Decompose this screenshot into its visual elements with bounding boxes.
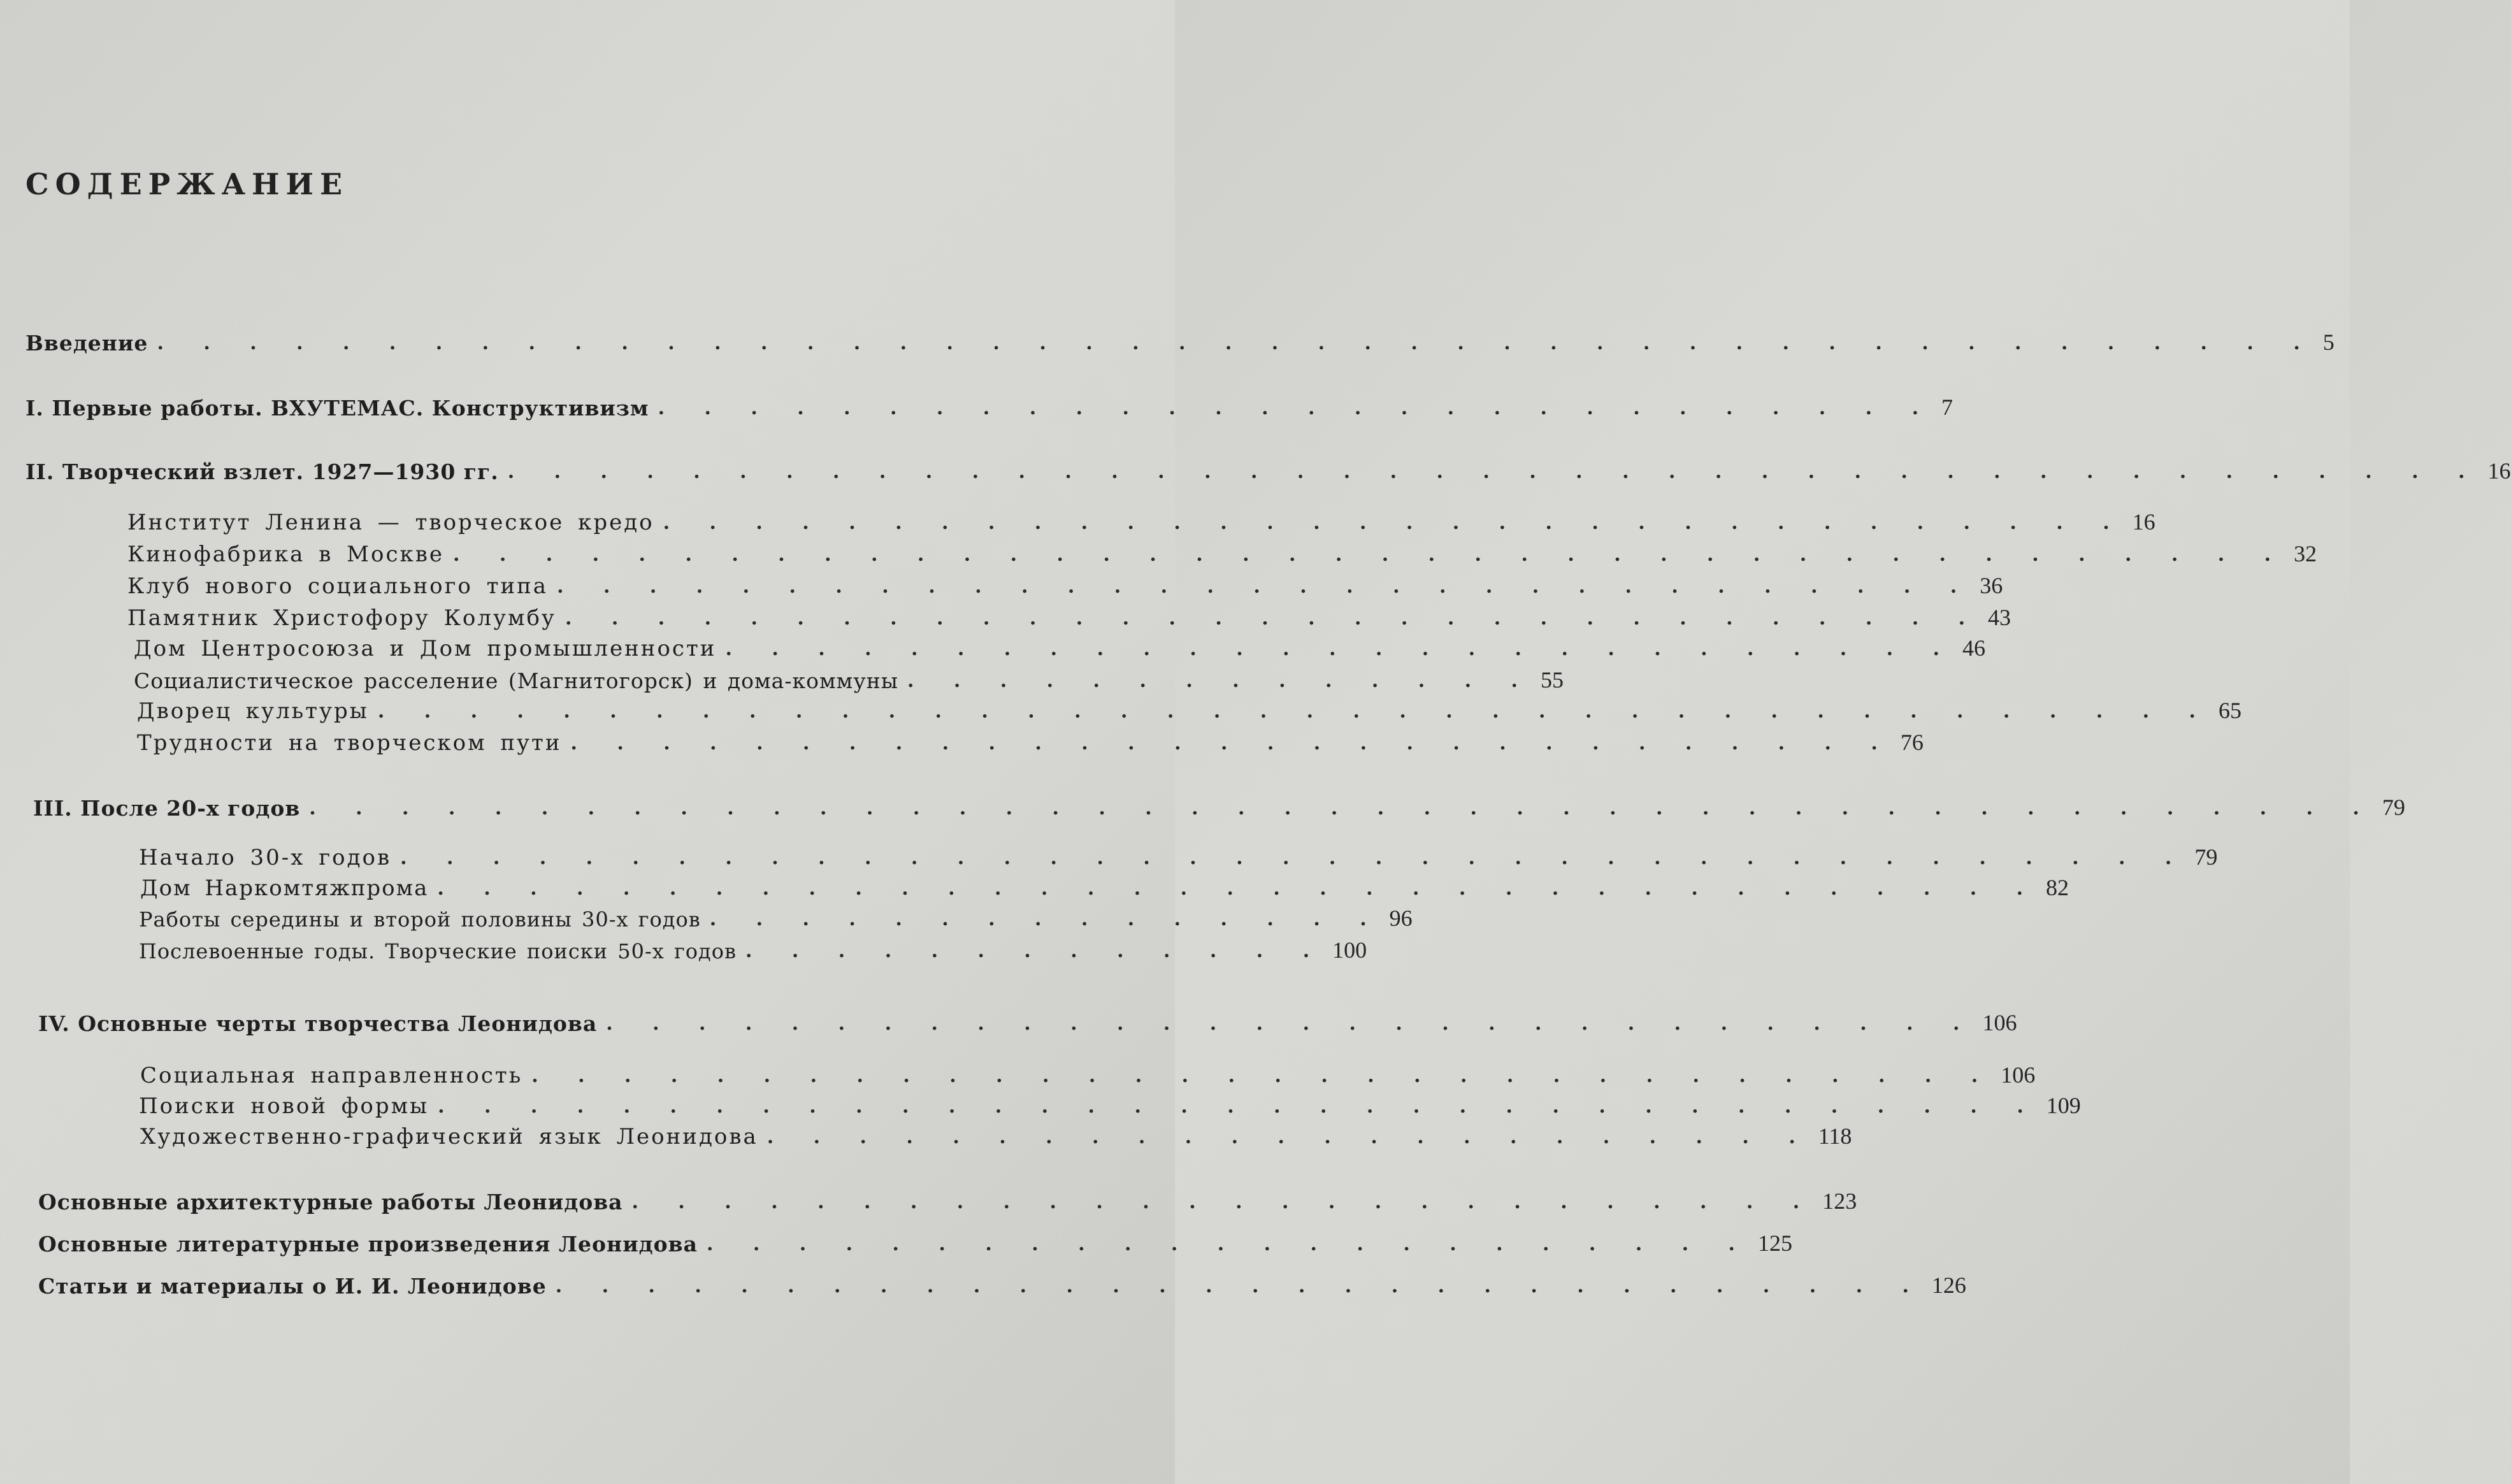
toc-entry-title: Статьи и материалы о И. И. Леонидове: [38, 1274, 547, 1299]
toc-entry-page: 32: [2294, 541, 2317, 566]
dot-leader: . . . . . . . . . . . . . . . . . . . . . . . . . . . . . . . . . . . . . . . . . . . . . . .: [157, 332, 2317, 354]
toc-subentry: [140, 870, 2069, 901]
toc-entry-page: 7: [1941, 394, 1953, 420]
dot-leader: . . . . . . . . . . . . . . . . . . . . . . . . . . . . . . . .: [531, 1065, 1995, 1087]
dot-leader: . . . . . . . . . . . . . . .: [709, 908, 1383, 930]
dot-leader: . . . . . . . . . . . . . . . . . . . . . . .: [706, 1233, 1752, 1255]
dot-leader: . . . . . . . . . . . . . . . . . . . . . . . . . . . . . . . .: [663, 512, 2126, 534]
dot-leader: . . . . . . . . . . . . . . . . . . . . . . . . . . . . . . . . . . . . . . . .: [453, 544, 2288, 566]
toc-subentry: [137, 725, 1924, 756]
toc-entry-page: 96: [1389, 905, 1413, 931]
dot-leader: . . . . . . . . . . . . . . . . . . . . . . . . . . . . . . . . . . . . . . . . . . .: [507, 461, 2482, 483]
dot-leader: . . . . . . . . . . . . . . . . . . . . . . . . . . . . . .: [555, 1275, 1925, 1297]
toc-entry: [25, 454, 2511, 484]
toc-entry-title: Работы середины и второй половины 30-х годов: [139, 907, 701, 932]
dot-leader: . . . . . . . . . . . . . . . . . . . . . . . . . . . . . . . . . . .: [437, 877, 2040, 900]
toc-entry: [38, 1268, 1966, 1299]
toc-entry-page: 65: [2218, 698, 2241, 723]
toc-entry-title: Кинофабрика в Москве: [127, 542, 444, 567]
toc-entry-page: 76: [1900, 730, 1924, 755]
toc-entry-page: 5: [2322, 329, 2335, 355]
toc-entry-page: 125: [1757, 1230, 1792, 1256]
toc-entry-page: 106: [2001, 1062, 2036, 1088]
dot-leader: . . . . . . . . . . . . . . . . . . . . . . . . . . . . . . .: [565, 607, 1982, 630]
toc-subentry: [127, 568, 2003, 599]
dot-leader: . . . . . . . . . . . . . . . . . . . . . . . . . . . . . .: [606, 1012, 1976, 1035]
toc-entry: [38, 1226, 1792, 1257]
toc-entry: [38, 1184, 1857, 1214]
toc-entry-page: 16: [2132, 509, 2155, 535]
dot-leader: . . . . . . . . . . . . . . . . . . . . . . . . . . . . .: [570, 732, 1894, 754]
toc-entry-title: Дом Центросоюза и Дом промышленности: [134, 636, 717, 661]
toc-entry-title: Послевоенные годы. Творческие поиски 50-х годов: [139, 939, 737, 963]
dot-leader: . . . . . . . . . . . . . . . . . . . . . . . . . . . . . . . . . . .: [438, 1095, 2040, 1118]
toc-entry-title: Основные архитектурные работы Леонидова: [38, 1190, 623, 1214]
dot-leader: . . . . . . . . . . . . . .: [907, 670, 1534, 692]
toc-subentry: [134, 663, 1564, 693]
toc-subentry: [139, 901, 1413, 932]
toc-subentry: [127, 600, 2011, 631]
toc-entry-title: Художественно-графический язык Леонидова: [140, 1124, 758, 1149]
toc-entry-title: I. Первые работы. ВХУТЕМАС. Конструктивизм: [25, 396, 649, 421]
page-title: СОДЕРЖАНИЕ: [25, 167, 349, 201]
toc-entry-title: Основные литературные произведения Леонидова: [38, 1232, 698, 1257]
toc-entry-page: 43: [1988, 605, 2011, 630]
toc-entry-page: 82: [2046, 875, 2069, 900]
toc-entry-page: 123: [1822, 1188, 1857, 1214]
toc-entry-title: Социалистическое расселение (Магнитогорск) и дома-коммуны: [134, 668, 898, 693]
toc-entry-page: 79: [2194, 844, 2218, 870]
toc-entry-title: II. Творческий взлет. 1927—1930 гг.: [25, 459, 499, 484]
toc-entry-title: Введение: [25, 331, 148, 356]
toc-entry: [25, 390, 1953, 421]
toc-entry-page: 16: [2487, 458, 2511, 484]
toc-entry-page: 126: [1931, 1272, 1966, 1298]
toc-entry: [38, 1005, 2017, 1036]
toc-entry-page: 106: [1982, 1010, 2017, 1035]
toc-entry-title: Памятник Христофору Колумбу: [127, 605, 556, 631]
dot-leader: . . . . . . . . . . . . . . . . . . . . . . . . . . . . . . . . . . . . . . .: [400, 847, 2189, 869]
toc-entry-page: 118: [1818, 1123, 1852, 1149]
toc-subentry: [127, 537, 2317, 567]
toc-subentry: [140, 1058, 2036, 1088]
toc-entry-title: III. После 20-х годов: [33, 796, 301, 821]
toc-entry-page: 55: [1541, 667, 1564, 693]
toc-entry-page: 46: [1962, 635, 1986, 661]
toc-subentry: [137, 693, 2241, 724]
toc-entry-title: Начало 30-х годов: [139, 845, 392, 870]
dot-leader: . . . . . . . . . . . . . . . . . . . . . . . . . . . . . . . . . . . . . . . . . . . . .: [309, 797, 2376, 819]
toc-subentry: [139, 840, 2218, 870]
toc-entry-title: Дом Наркомтяжпрома: [140, 875, 429, 901]
toc-entry-title: Институт Ленина — творческое кредо: [127, 510, 654, 535]
toc-entry-title: Клуб нового социального типа: [127, 573, 549, 599]
toc-entry-page: 100: [1332, 937, 1367, 963]
dot-leader: . . . . . . . . . . . . .: [745, 940, 1327, 962]
dot-leader: . . . . . . . . . . . . . . . . . . . . . . . . . . . . . . . . . . . . . . . .: [377, 700, 2212, 723]
dot-leader: . . . . . . . . . . . . . . . . . . . . . . . . . . . .: [658, 397, 1936, 419]
toc-entry-page: 36: [1980, 573, 2003, 598]
toc-entry-title: Трудности на творческом пути: [137, 730, 562, 756]
dot-leader: . . . . . . . . . . . . . . . . . . . . . . . . . .: [631, 1191, 1817, 1213]
toc-subentry: [134, 631, 1986, 661]
toc-subentry: [139, 1088, 2081, 1119]
dot-leader: . . . . . . . . . . . . . . . . . . . . . . . . . . .: [725, 638, 1957, 660]
toc-entry: [33, 790, 2405, 821]
toc-subentry: [139, 933, 1367, 963]
toc-entry-page: 109: [2046, 1093, 2081, 1118]
toc-subentry: [127, 505, 2155, 535]
toc-entry: [25, 325, 2335, 356]
toc-entry-title: Поиски новой формы: [139, 1093, 429, 1119]
dot-leader: . . . . . . . . . . . . . . . . . . . . . . . . . . . . . . .: [557, 575, 1974, 598]
toc-entry-page: 79: [2382, 795, 2405, 820]
toc-entry-title: Социальная направленность: [140, 1063, 523, 1088]
dot-leader: . . . . . . . . . . . . . . . . . . . . . . .: [766, 1126, 1812, 1148]
toc-entry-title: IV. Основные черты творчества Леонидова: [38, 1011, 598, 1036]
toc-entry-title: Дворец культуры: [137, 698, 369, 724]
toc-subentry: [140, 1119, 1852, 1149]
